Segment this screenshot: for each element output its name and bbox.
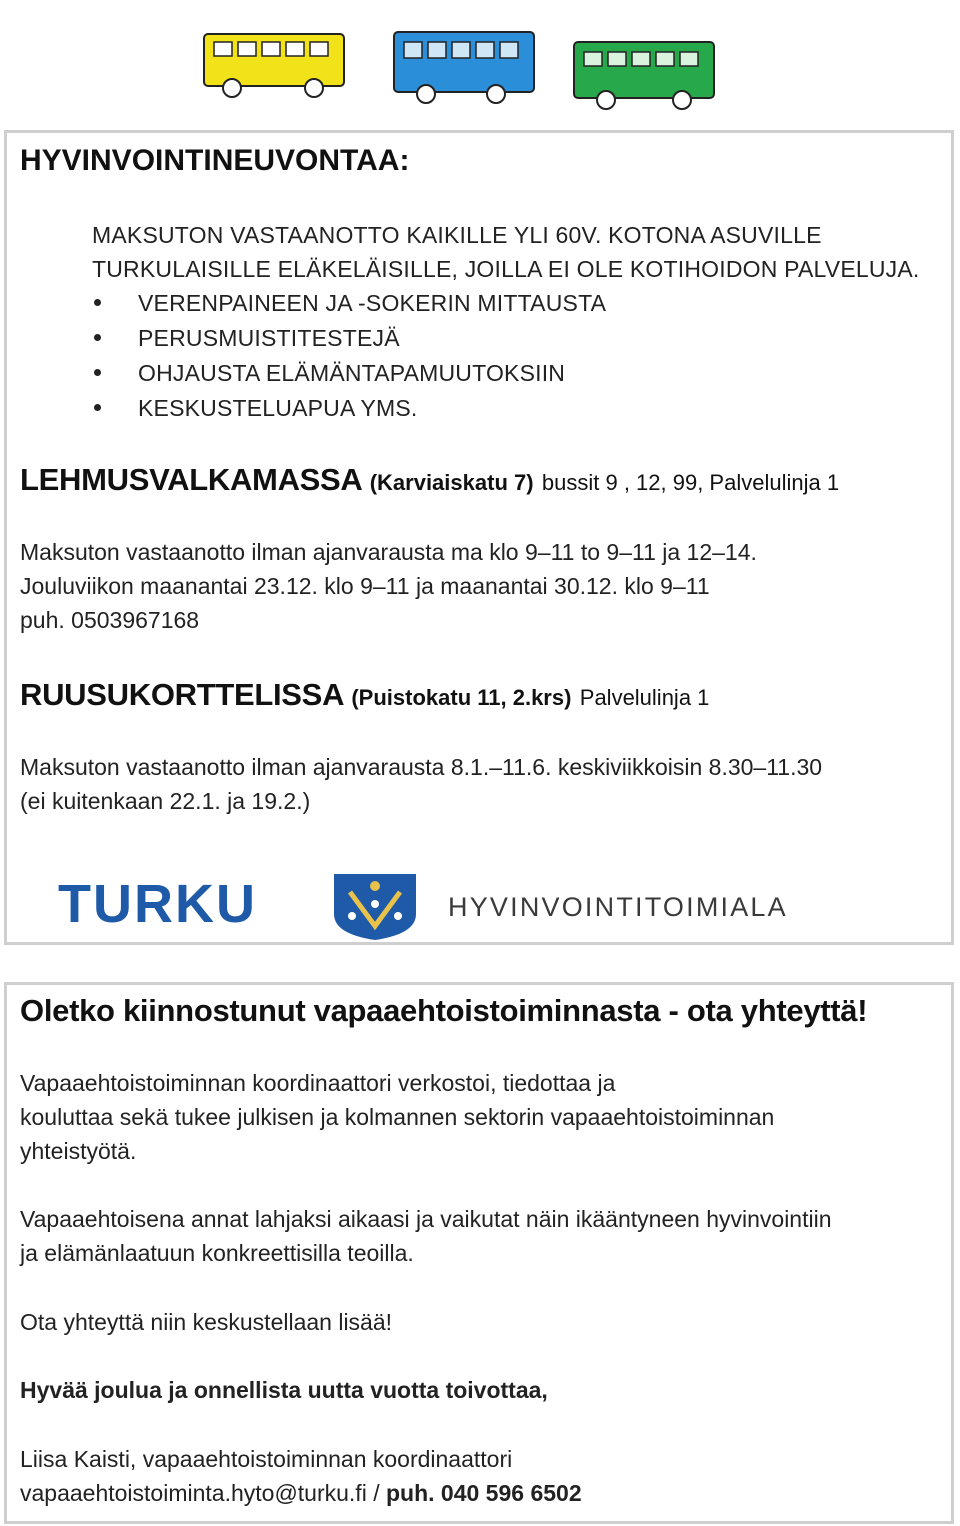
blue-bus xyxy=(394,32,534,103)
yellow-bus xyxy=(204,34,344,97)
location1-name: LEHMUSVALKAMASSA xyxy=(20,462,362,497)
location1-address: (Karviaiskatu 7) xyxy=(369,470,534,495)
service-bullet-4: KESKUSTELUAPUA YMS. xyxy=(138,395,418,421)
season-greeting: Hyvää joulua ja onnellista uutta vuotta toivottaa, xyxy=(20,1377,548,1403)
location2-exceptions: (ei kuitenkaan 22.1. ja 19.2.) xyxy=(20,788,311,814)
turku-crest-icon xyxy=(334,874,416,940)
intro-line-1: MAKSUTON VASTAANOTTO KAIKILLE YLI 60V. KOTONA ASUVILLE xyxy=(92,222,822,248)
buses-illustration xyxy=(170,4,860,112)
turku-logo-graphic xyxy=(56,870,906,942)
bullet-dot xyxy=(94,334,101,341)
turku-logo xyxy=(56,870,906,942)
bullet-dot xyxy=(94,299,101,306)
coordinator-text-line-1: Vapaaehtoistoiminnan koordinaattori verkostoi, tiedottaa ja xyxy=(20,1070,616,1096)
buses-drawing xyxy=(170,4,860,112)
division-wordmark: HYVINVOINTITOIMIALA xyxy=(448,892,788,922)
contact-separator: / xyxy=(366,1480,386,1506)
volunteer-text-line-2: ja elämänlaatuun konkreettisilla teoilla. xyxy=(20,1240,414,1266)
signature: Liisa Kaisti, vapaaehtoistoiminnan koordinaattori xyxy=(20,1446,513,1472)
location2-heading xyxy=(20,677,709,713)
service-bullet-1: VERENPAINEEN JA -SOKERIN MITTAUSTA xyxy=(138,290,607,316)
location1-route: bussit 9 , 12, 99, Palvelulinja 1 xyxy=(541,470,840,495)
turku-wordmark: TURKU xyxy=(58,874,257,934)
location2-hours: Maksuton vastaanotto ilman ajanvarausta 8.1.–11.6. keskiviikkoisin 8.30–11.30 xyxy=(20,754,823,780)
service-bullet-2: PERUSMUISTITESTEJÄ xyxy=(138,325,400,351)
coordinator-text-line-3: yhteistyötä. xyxy=(20,1138,137,1164)
location1-heading xyxy=(20,462,839,498)
health-advice-panel xyxy=(4,130,954,945)
location2-route: Palvelulinja 1 xyxy=(579,685,710,710)
location1-hours: Maksuton vastaanotto ilman ajanvarausta ma klo 9–11 to 9–11 ja 12–14. xyxy=(20,539,757,565)
location2-address: (Puistokatu 11, 2.krs) xyxy=(351,685,572,710)
contact-line xyxy=(20,1480,582,1507)
section2-title: Oletko kiinnostunut vapaaehtoistoiminnasta - ota yhteyttä! xyxy=(20,993,868,1028)
location1-christmas-hours: Jouluviikon maanantai 23.12. klo 9–11 ja maanantai 30.12. klo 9–11 xyxy=(20,573,710,599)
section1-title: HYVINVOINTINEUVONTAA: xyxy=(20,144,410,177)
email-link[interactable]: vapaaehtoistoiminta.hyto@turku.fi xyxy=(20,1480,367,1506)
intro-line-2: TURKULAISILLE ELÄKELÄISILLE, JOILLA EI OLE KOTIHOIDON PALVELUJA. xyxy=(92,256,920,282)
location1-phone: puh. 0503967168 xyxy=(20,607,200,633)
green-bus xyxy=(574,42,714,109)
service-bullet-3: OHJAUSTA ELÄMÄNTAPAMUUTOKSIIN xyxy=(138,360,566,386)
bullet-dot xyxy=(94,369,101,376)
location2-name: RUUSUKORTTELISSA xyxy=(20,677,344,712)
volunteer-text-line-1: Vapaaehtoisena annat lahjaksi aikaasi ja vaikutat näin ikääntyneen hyvinvointiin xyxy=(20,1206,832,1232)
contact-invitation: Ota yhteyttä niin keskustellaan lisää! xyxy=(20,1309,393,1335)
phone-number: puh. 040 596 6502 xyxy=(385,1480,582,1506)
bullet-dot xyxy=(94,404,101,411)
coordinator-text-line-2: kouluttaa sekä tukee julkisen ja kolmannen sektorin vapaaehtoistoiminnan xyxy=(20,1104,775,1130)
